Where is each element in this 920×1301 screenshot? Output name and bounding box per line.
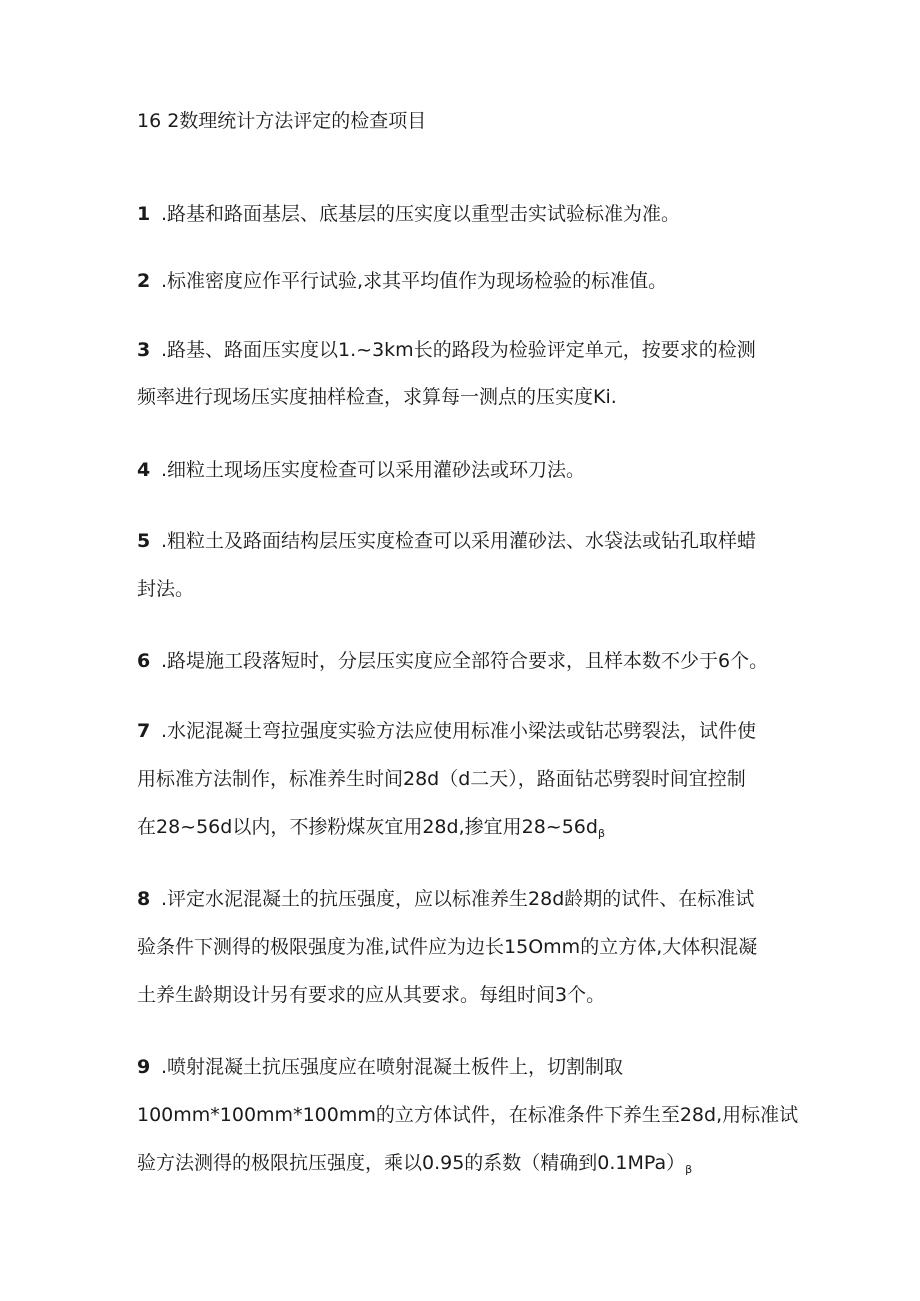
- item-text: .水泥混凝土弯拉强度实验方法应使用标准小梁法或钻芯劈裂法，试件使: [161, 720, 757, 742]
- item-3-line-1: [137, 335, 756, 365]
- item-text: .细粒土现场压实度检查可以采用灌砂法或环刀法。: [161, 459, 586, 481]
- item-number: 4: [137, 459, 151, 481]
- item-tail-mark: β: [597, 827, 605, 840]
- item-text: 验方法测得的极限抗压强度，乘以0.95的系数（精确到0.1MPa）: [137, 1152, 686, 1174]
- item-text: .粗粒土及路面结构层压实度检查可以采用灌砂法、水袋法或钻孔取样蜡: [161, 530, 757, 552]
- item-5-line-1: [137, 526, 756, 556]
- item-text: .路基、路面压实度以1.~3km长的路段为检验评定单元，按要求的检测: [161, 339, 756, 361]
- item-3-line-2: 频率进行现场压实度抽样检查，求算每一测点的压实度Ki.: [137, 386, 617, 408]
- item-2-line-1: [137, 266, 667, 296]
- item-7-line-2: 用标准方法制作，标准养生时间28d（d二天），路面钻芯劈裂时间宜控制: [137, 768, 746, 790]
- item-7-line-3: [137, 812, 605, 849]
- item-9-line-2: 100mm*100mm*100mm的立方体试件，在标准条件下养生至28d,用标准试: [137, 1104, 799, 1126]
- item-text: .标准密度应作平行试验,求其平均值作为现场检验的标准值。: [161, 270, 668, 292]
- item-text: .评定水泥混凝土的抗压强度，应以标准养生28d龄期的试件、在标准试: [161, 888, 755, 910]
- section-heading: 16 2数理统计方法评定的检查项目: [137, 110, 427, 132]
- item-number: 8: [137, 888, 151, 910]
- item-9-line-1: [137, 1052, 623, 1082]
- item-8-line-1: [137, 884, 754, 914]
- item-text: .路堤施工段落短时，分层压实度应全部符合要求，且样本数不少于6个。: [161, 650, 769, 672]
- item-4-line-1: [137, 455, 585, 485]
- item-8-line-2: 验条件下测得的极限强度为准,试件应为边长15Omm的立方体,大体积混凝: [137, 936, 758, 958]
- item-5-line-2: 封法。: [137, 578, 195, 600]
- item-1-line-1: [137, 199, 680, 229]
- item-9-line-3: [137, 1148, 692, 1185]
- item-number: 6: [137, 650, 151, 672]
- item-7-line-1: [137, 716, 756, 746]
- item-number: 7: [137, 720, 151, 742]
- item-6-line-1: [137, 646, 768, 676]
- item-number: 3: [137, 339, 151, 361]
- item-8-line-3: 土养生龄期设计另有要求的应从其要求。每组时间3个。: [137, 984, 606, 1006]
- item-number: 2: [137, 270, 151, 292]
- item-text: .路基和路面基层、底基层的压实度以重型击实试验标准为准。: [161, 203, 681, 225]
- item-text: .喷射混凝土抗压强度应在喷射混凝土板件上，切割制取: [161, 1056, 624, 1078]
- item-text: 在28~56d以内，不掺粉煤灰宜用28d,掺宜用28~56d: [137, 816, 598, 838]
- item-number: 1: [137, 203, 151, 225]
- item-number: 5: [137, 530, 151, 552]
- item-number: 9: [137, 1056, 151, 1078]
- item-tail-mark: β: [685, 1163, 693, 1176]
